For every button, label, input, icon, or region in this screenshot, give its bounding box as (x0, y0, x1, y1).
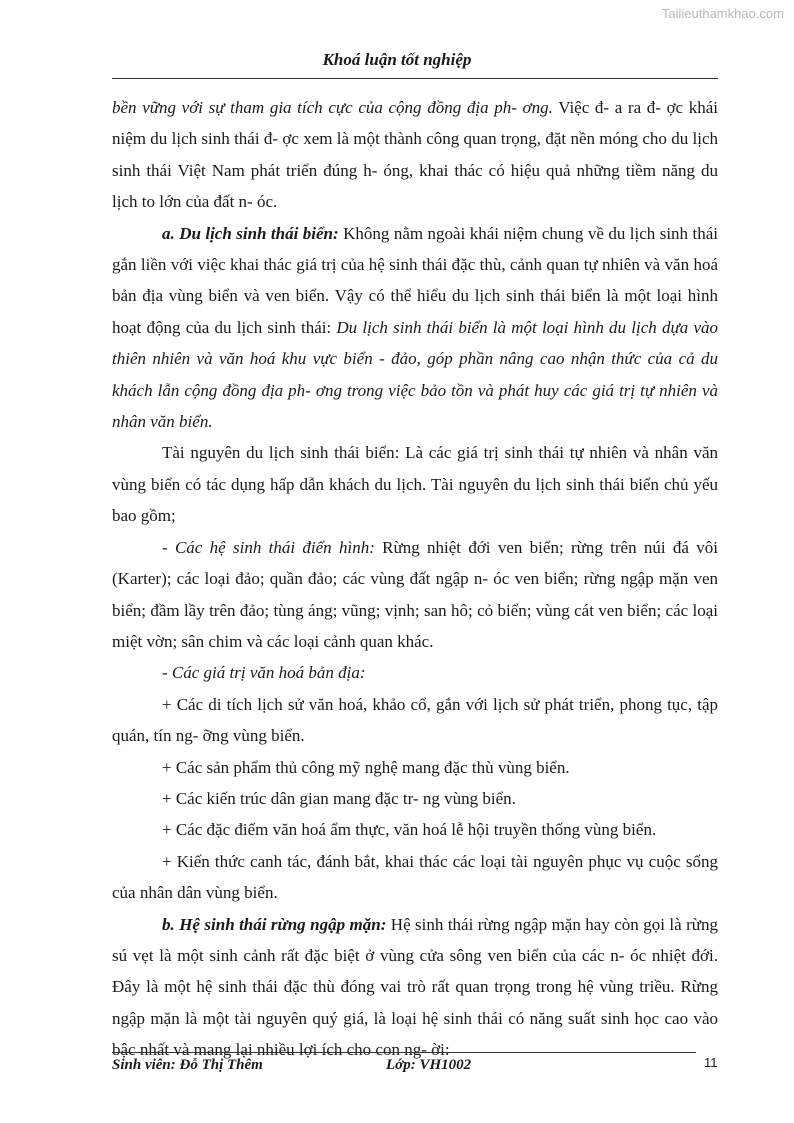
page-number: 11 (704, 1055, 718, 1070)
paragraph-2-text: Không nằm ngoài khái niệm chung về du lịch sinh thái gắn liền với việc khai thác giá trị của hệ sinh thái đặc thù, cảnh quan tự nhiên và văn hoá bản địa vùng biển và ven biển. Vậy có thể hiểu du lịch sinh thái biển là một loại hình hoạt động của du lịch sinh thái: (112, 223, 718, 337)
list-item: + Các sản phẩm thủ công mỹ nghệ mang đặc thù vùng biển. (162, 757, 570, 777)
ecosystems-text: Rừng nhiệt đới ven biển; rừng trên núi đá vôi (Karter); các loại đảo; quần đảo; các vùng đất ngập n- óc ven biển; rừng ngập mặn ven biển; đầm lầy trên đảo; tùng áng; vũng; vịnh; san hô; cỏ biển; vùng cát ven biển; các loại miệt vờn; sân chim và các loại cảnh quan khác. (112, 537, 718, 651)
watermark-text: Tailieuthamkhao.com (661, 6, 784, 21)
paragraph-1-italic: bền vững với sự tham gia tích cực của cộng đồng địa ph- ơng. (112, 98, 553, 117)
paragraph-ecosystems (112, 532, 718, 658)
paragraph-cultural-values: - Các giá trị văn hoá bản địa: (162, 663, 366, 683)
section-heading-a: a. Du lịch sinh thái biển: (162, 223, 339, 243)
header-divider (112, 78, 718, 79)
footer-student-name: Sinh viên: Đỗ Thị Thêm (112, 1057, 263, 1073)
section-heading-b: b. Hệ sinh thái rừng ngập mặn: (162, 914, 387, 934)
paragraph-2-definition: Du lịch sinh thái biển là một loại hình du lịch dựa vào thiên nhiên và văn hoá khu vực biển - đảo, góp phần nâng cao nhận thức của cả du khách lẫn cộng đồng địa ph- ơng trong việc bảo tồn và phát huy các giá trị tự nhiên và nhân văn biển. (112, 317, 718, 432)
paragraph-1 (112, 92, 718, 218)
page-header-title: Khoá luận tốt nghiệp (322, 50, 472, 69)
ecosystems-label: - Các hệ sinh thái điển hình: (162, 537, 375, 557)
footer-divider (112, 1052, 696, 1053)
list-item: + Kiến thức canh tác, đánh bắt, khai thác các loại tài nguyên phục vụ cuộc sống của nhân dân vùng biển. (112, 851, 718, 903)
list-item: + Các kiến trúc dân gian mang đặc tr- ng vùng biển. (162, 788, 516, 808)
paragraph-mangrove (112, 909, 718, 1066)
paragraph-resources: Tài nguyên du lịch sinh thái biển: Là các giá trị sinh thái tự nhiên và nhân văn vùng biển có tác dụng hấp dẫn khách du lịch. Tài nguyên du lịch sinh thái biển chủ yếu bao gồm; (112, 443, 718, 526)
paragraph-1-text: Việc đ- a ra đ- ợc khái niệm du lịch sinh thái đ- ợc xem là một thành công quan trọng, đặt nền móng cho du lịch sinh thái Việt Nam phát triển đúng h- óng, khai thác có hiệu quả những tiềm năng du lịch to lớn của đất n- óc. (112, 98, 719, 212)
paragraph-6-text: Hệ sinh thái rừng ngập mặn hay còn gọi là rừng sú vẹt là một sinh cảnh rất đặc biệt ở vùng cửa sông ven biển của các n- óc nhiệt đới. Đây là một hệ sinh thái đặc thù đóng vai trò rất quan trọng trong hệ vùng triều. Rừng ngập mặn là một tài nguyên quý giá, là loại hệ sinh thái có năng suất sinh học cao vào bậc nhất và mang lại nhiều lợi ích cho con ng- ời: (112, 914, 718, 1060)
paragraph-marine-ecotourism (112, 218, 718, 438)
document-body (112, 92, 718, 1066)
footer-class: Lớp: VH1002 (386, 1057, 472, 1073)
list-item: + Các di tích lịch sử văn hoá, khảo cổ, gắn với lịch sử phát triển, phong tục, tập quán, tín ng- ỡng vùng biển. (112, 694, 718, 746)
list-item: + Các đặc điểm văn hoá ẩm thực, văn hoá lễ hội truyền thống vùng biển. (162, 820, 657, 840)
